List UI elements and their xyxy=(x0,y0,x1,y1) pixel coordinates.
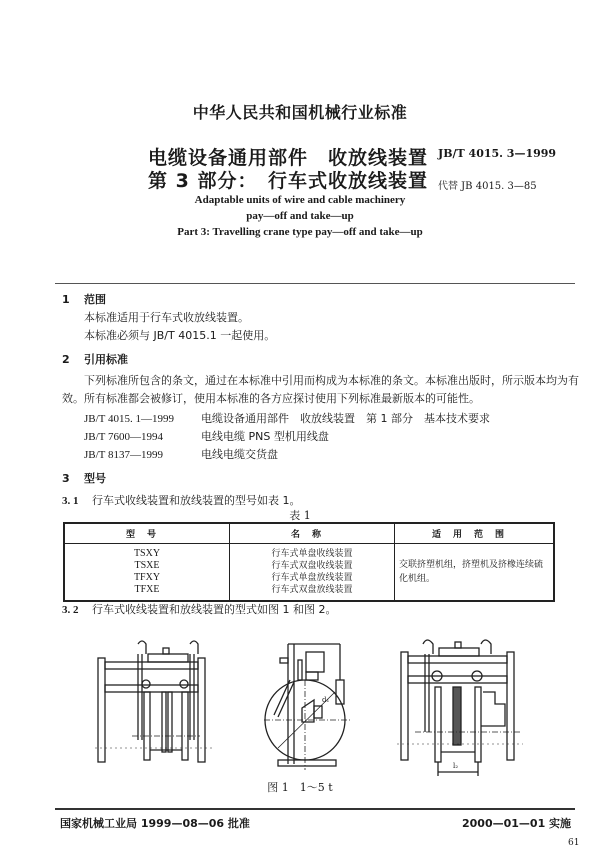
subsection-text: 行车式收线装置和放线装置的型号如表 1。 xyxy=(92,494,301,507)
subsection-3-1 xyxy=(62,492,301,508)
header-divider xyxy=(55,283,575,284)
table-row xyxy=(64,544,554,602)
reference-row xyxy=(84,446,278,462)
subsection-number: 3. 2 xyxy=(62,604,79,616)
figure-1-double-reel-view-drawing xyxy=(395,632,525,777)
column-header-model: 型号 xyxy=(64,523,230,544)
section-number: 1 xyxy=(62,293,70,306)
column-header-name: 名称 xyxy=(230,523,395,544)
model-table xyxy=(63,522,555,602)
model-code: TSXE xyxy=(134,560,160,571)
model-name: 行车式单盘放线装置 xyxy=(271,573,353,583)
section-number: 2 xyxy=(62,353,70,366)
reference-title: 电线电缆 PNS 型机用线盘 xyxy=(201,430,329,443)
title-line-2: 第 3 部分： 行车式收放线装置 xyxy=(148,170,428,192)
english-title-line-2: pay—off and take—up xyxy=(246,210,354,222)
effective-date: 2000—01—01 实施 xyxy=(462,817,572,830)
page-number: 61 xyxy=(568,838,580,848)
figure-1-front-view-drawing xyxy=(90,640,220,765)
section-1-heading xyxy=(62,291,106,307)
section-2-intro: 下列标准所包含的条文，通过在本标准中引用而构成为本标准的条文。本标准出版时，所示版本均为有效。所有标准都会被修订，使用本标准的各方应探讨使用下列标准最新版本的可能性。 xyxy=(62,374,579,405)
table-header-row xyxy=(64,523,554,544)
model-name: 行车式双盘收线装置 xyxy=(271,561,353,571)
title-line-1: 电缆设备通用部件 收放线装置 xyxy=(148,147,429,169)
reference-row xyxy=(84,410,490,426)
subsection-number: 3. 1 xyxy=(62,495,79,507)
figure-1-side-view-drawing xyxy=(260,640,370,770)
reference-code: JB/T 8137—1999 xyxy=(84,449,163,461)
subsection-3-2 xyxy=(62,601,337,617)
english-title-line-3: Part 3: Travelling crane type pay—off and take—up xyxy=(177,226,423,238)
subsection-text: 行车式收线装置和放线装置的型式如图 1 和图 2。 xyxy=(92,603,337,616)
section-title: 型号 xyxy=(84,472,106,485)
reference-title: 电线电缆交货盘 xyxy=(201,448,278,461)
figure-caption: 图 1 1～5 t xyxy=(267,781,333,794)
replaces-standard: 代替 JB 4015. 3—85 xyxy=(438,181,537,192)
model-code: TFXY xyxy=(133,572,161,583)
reference-title: 电缆设备通用部件 收放线装置 第 1 部分 基本技术要求 xyxy=(201,412,490,425)
approval-date: 国家机械工业局 1999—08—06 批准 xyxy=(60,817,250,830)
column-header-scope: 适用范围 xyxy=(395,523,555,544)
section-3-heading xyxy=(62,470,106,486)
issuing-organization: 中华人民共和国机械行业标准 xyxy=(192,103,408,122)
model-name: 行车式双盘放线装置 xyxy=(271,585,353,595)
model-code: TSXY xyxy=(133,548,161,559)
reference-code: JB/T 4015. 1—1999 xyxy=(84,413,174,425)
name-cell xyxy=(230,544,395,602)
reference-code: JB/T 7600—1994 xyxy=(84,431,163,443)
section-title: 范围 xyxy=(84,293,106,306)
english-title-line-1: Adaptable units of wire and cable machinery xyxy=(194,194,406,206)
standard-number: JB/T 4015. 3—1999 xyxy=(438,147,557,160)
model-name: 行车式单盘收线装置 xyxy=(271,549,353,559)
model-code: TFXE xyxy=(134,584,160,595)
section-1-line-2: 本标准必须与 JB/T 4015.1 一起使用。 xyxy=(84,329,276,342)
footer-divider xyxy=(55,808,575,810)
table-caption: 表 1 xyxy=(289,509,311,522)
section-title: 引用标准 xyxy=(84,353,128,366)
dimension-label-d1: d₁ xyxy=(322,696,330,704)
section-number: 3 xyxy=(62,472,70,485)
section-2-heading xyxy=(62,351,128,367)
reference-row xyxy=(84,428,329,444)
section-1-line-1: 本标准适用于行车式收放线装置。 xyxy=(84,311,249,324)
scope-cell: 交联挤塑机组，挤塑机及挤橡连续硫化机组。 xyxy=(395,544,555,602)
model-cell xyxy=(64,544,230,602)
dimension-label-l2: l₂ xyxy=(453,762,459,770)
